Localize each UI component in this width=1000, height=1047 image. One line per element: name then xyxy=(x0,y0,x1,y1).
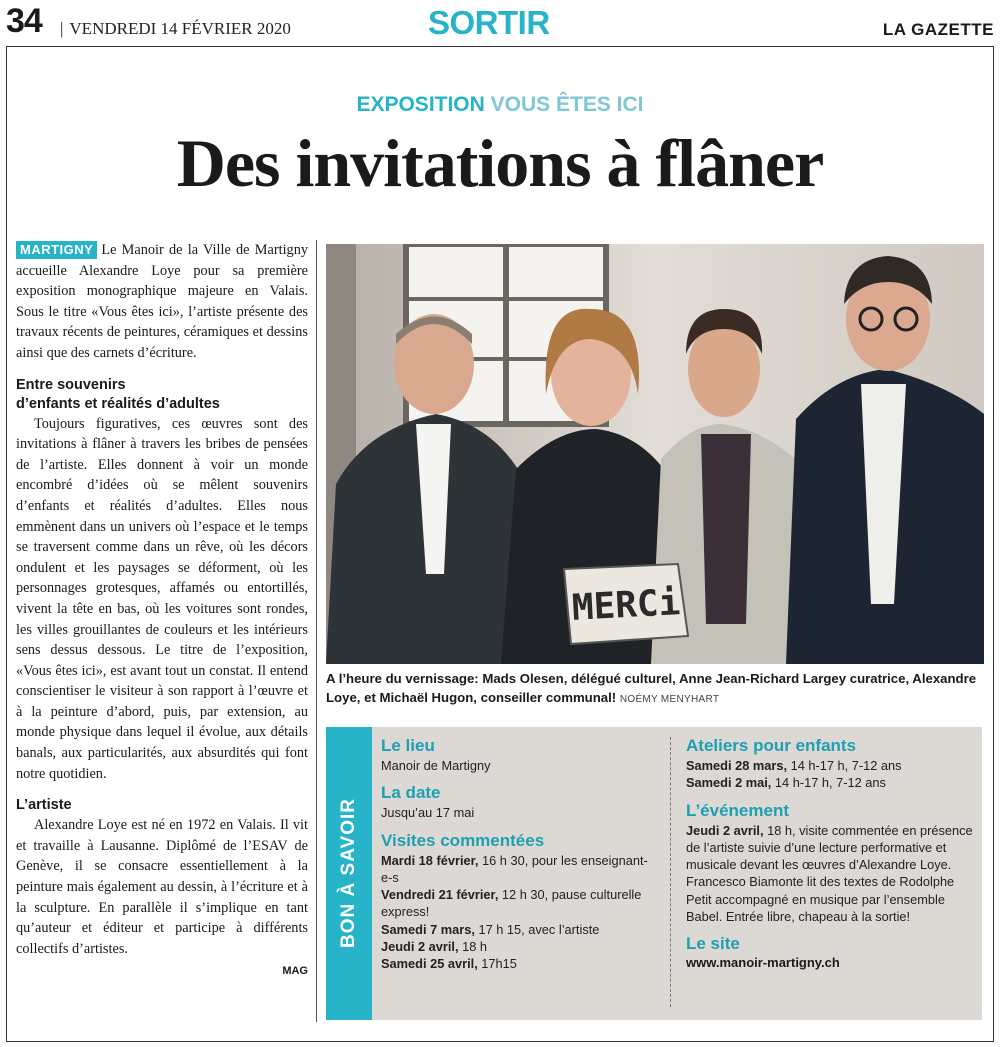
article-column xyxy=(16,240,308,982)
atelier-detail: 14 h-17 h, 7-12 ans xyxy=(771,775,886,791)
atelier-item xyxy=(686,774,976,791)
visite-day: Vendredi 21 février, xyxy=(381,887,499,903)
section-title: SORTIR xyxy=(428,4,550,41)
info-band-label: BON À SAVOIR xyxy=(338,798,359,948)
vernissage-photo xyxy=(326,244,984,664)
visite-item xyxy=(381,955,651,972)
issue-date-text: VENDREDI 14 FÉVRIER 2020 xyxy=(69,19,291,38)
subheading-line-2: d’enfants et réalités d’adultes xyxy=(16,395,220,412)
atelier-detail: 14 h-17 h, 7-12 ans xyxy=(787,758,902,773)
column-divider xyxy=(316,240,317,1022)
subheading-souvenirs xyxy=(16,376,308,414)
article-paragraph-2: Alexandre Loye est né en 1972 en Valais. Il vit et travaille à Lausanne. Diplômé de l’ESAV de Genève, il se consacre essentiellement à la peinture mais également au dessin, à l’écriture et à la sculpture. En parallèle il s’implique en tant qu’auteur et éditeur et participe à différents collectifs d’artistes. xyxy=(16,817,308,957)
visite-detail: 17h15 xyxy=(477,956,517,972)
newspaper-brand: LA GAZETTE xyxy=(882,20,994,39)
location-tag: MARTIGNY xyxy=(16,241,97,259)
kicker-topic: VOUS ÊTES ICI xyxy=(490,93,644,116)
kicker-category: EXPOSITION xyxy=(356,93,485,116)
visite-detail: 18 h xyxy=(458,939,487,955)
photo-sign-text: MERCi xyxy=(570,582,682,629)
evenement-detail: 18 h, visite commentée en présence de l’artiste suivie d’une lecture performative et musicale devant les œuvres d’Alexandre Loye. Francesco Biamonte lit des textes de Rodolphe Petit accompagné en musique par l’ensemble Babel. Entrée libre, chapeau à la sortie! xyxy=(686,822,973,925)
visite-item xyxy=(381,921,651,938)
lead-text: Le Manoir de la Ville de Martigny accueille Alexandre Loye pour sa première exposition monographique majeure en Valais. Sous le titre «Vous êtes ici», l’artiste présente des travaux récents de peintures, céramiques et dessins ainsi que des carnets d’écriture. xyxy=(16,242,308,361)
visite-detail: 17 h 15, avec l’artiste xyxy=(474,921,600,937)
visite-detail: 12 h 30, pause culturelle express! xyxy=(381,887,642,920)
visite-item xyxy=(381,886,651,921)
article-paragraph-1: Toujours figuratives, ces œuvres sont des invitations à flâner à travers les bribes de pensées de l’artiste. Elles donnent à voir un monde encombré d’idées où se mêlent souvenirs d’enfants et réalités d’adultes. Elles nous emmènent dans un univers où l’espace et le temps se traversent comme dans un rêve, où les décors ondulent et les paysages se déforment, où les personnages grotesques, affamés ou entortillés, vivent la tête en bas, où les voitures sont rondes, les villes grouillantes de couleurs et les intérieurs sens dessus dessous. Le titre de l’exposition, «Vous êtes ici», est avant tout un constat. Il entend conscientiser le visiteur à son rapport à l’œuvre et à la peinture d’abord, puis, par extension, au monde physique dans lequel il évolue, aux détails banals, aux particularités, aux absurdités qui font notre quotidien. xyxy=(16,415,308,782)
visite-detail: 16 h 30, pour les enseignant-e-s xyxy=(381,852,648,885)
evenement-title: L’événement xyxy=(686,800,789,820)
author-signature: MAG xyxy=(282,965,308,978)
headline: Des invitations à flâner xyxy=(176,125,824,201)
visites-title: Visites commentées xyxy=(381,830,545,850)
info-separator xyxy=(670,737,671,1007)
site-link[interactable]: www.manoir-martigny.ch xyxy=(686,955,840,971)
subheading-artiste: L’artiste xyxy=(16,797,72,814)
kicker xyxy=(0,93,1000,117)
page-number: 34 xyxy=(6,2,42,40)
lieu-title: Le lieu xyxy=(381,736,435,755)
visite-day: Samedi 7 mars, xyxy=(381,921,475,937)
visite-day: Jeudi 2 avril, xyxy=(381,939,459,955)
photo-credit: NOÉMY MENYHART xyxy=(619,693,720,705)
visite-item xyxy=(381,852,651,887)
visite-day: Samedi 25 avril, xyxy=(381,956,478,972)
ateliers-title: Ateliers pour enfants xyxy=(686,736,857,755)
issue-date: | VENDREDI 14 FÉVRIER 2020 xyxy=(60,19,291,38)
photo-caption xyxy=(326,670,986,709)
article-lead xyxy=(16,240,308,364)
visite-day: Mardi 18 février, xyxy=(381,852,479,868)
date-text: Jusqu’au 17 mai xyxy=(381,805,475,821)
page-header xyxy=(0,0,1000,44)
atelier-item xyxy=(686,757,976,774)
photo-illustration xyxy=(326,244,984,664)
info-column-right xyxy=(686,735,976,970)
atelier-day: Samedi 2 mai, xyxy=(686,775,772,791)
evenement-day: Jeudi 2 avril, xyxy=(686,822,764,838)
lieu-text: Manoir de Martigny xyxy=(381,758,491,773)
info-column-left xyxy=(381,735,651,973)
caption-text: A l’heure du vernissage: Mads Olesen, délégué culturel, Anne Jean-Richard Largey curatrice, Alexandre Loye, et Michaël Hugon, conseiller communal! xyxy=(326,671,977,705)
site-title: Le site xyxy=(686,934,740,954)
subheading-line-1: Entre souvenirs xyxy=(16,376,126,393)
info-band xyxy=(326,727,372,1020)
evenement-text xyxy=(686,822,976,926)
date-title: La date xyxy=(381,783,441,803)
atelier-day: Samedi 28 mars, xyxy=(686,758,788,773)
info-box xyxy=(326,727,982,1020)
visite-item xyxy=(381,938,651,955)
